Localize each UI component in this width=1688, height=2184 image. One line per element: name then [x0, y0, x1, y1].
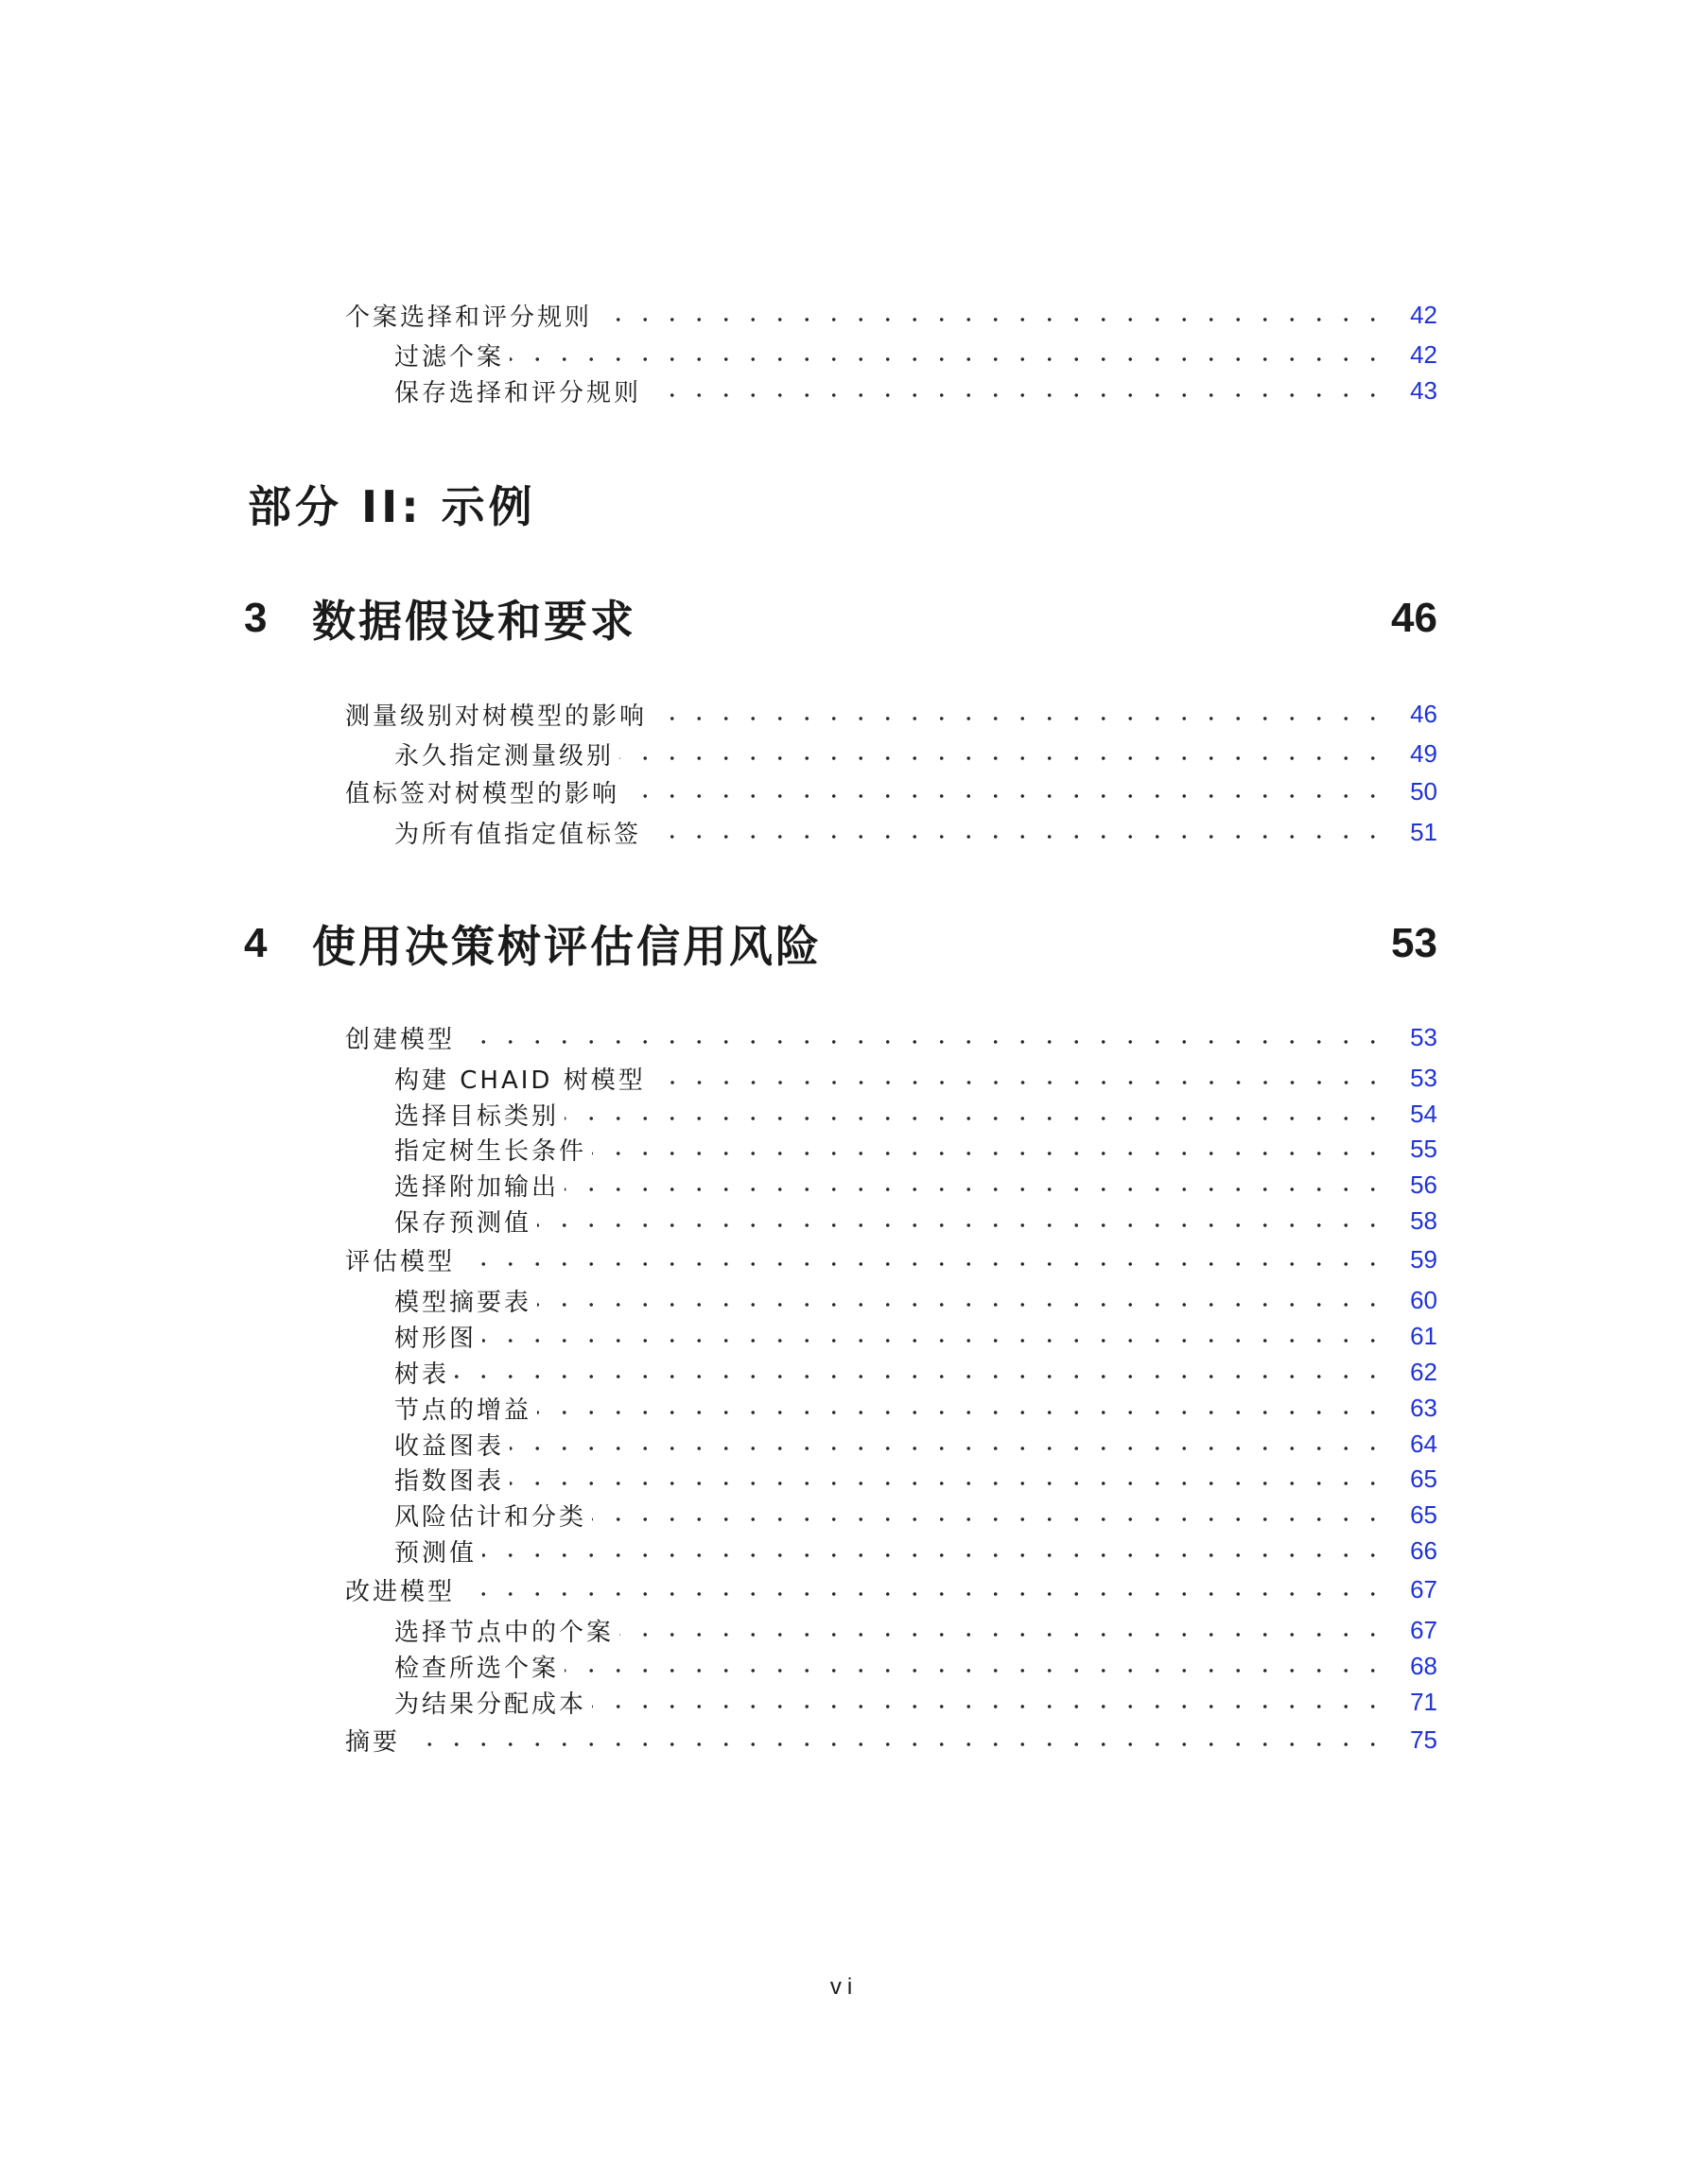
toc-entry-title: 摘要: [345, 1727, 401, 1757]
dot-leader: [510, 357, 1386, 361]
toc-entry-title: 指定树生长条件: [394, 1136, 587, 1166]
toc-entry[interactable]: [394, 1318, 1437, 1354]
toc-page-link[interactable]: 42: [1410, 339, 1437, 369]
dot-leader: [461, 1040, 1386, 1044]
dot-leader: [647, 835, 1386, 839]
toc-page-link[interactable]: 42: [1410, 300, 1437, 329]
part-heading: 部分 II: 示例: [248, 481, 536, 532]
toc-entry[interactable]: [394, 1060, 1437, 1096]
toc-entry[interactable]: [394, 337, 1437, 373]
dot-leader: [537, 1411, 1386, 1414]
toc-entry-title: 创建模型: [345, 1025, 456, 1054]
dot-leader: [647, 393, 1386, 397]
toc-entry-title: 过滤个案: [394, 342, 505, 372]
toc-entry-title: 值标签对树模型的影响: [345, 779, 620, 808]
chapter-page-number: 53: [1391, 920, 1437, 966]
toc-entry-title: 风险估计和分类: [394, 1502, 587, 1532]
toc-entry-title: 选择节点中的个案: [394, 1618, 615, 1647]
dot-leader: [461, 1592, 1386, 1596]
dot-leader: [482, 1339, 1386, 1343]
toc-entry-title: 节点的增益: [394, 1395, 532, 1425]
toc-entry[interactable]: [394, 1648, 1437, 1684]
toc-entry[interactable]: [394, 1684, 1437, 1720]
chapter-heading[interactable]: [244, 590, 1437, 647]
toc-entry[interactable]: [394, 1497, 1437, 1533]
toc-page-link[interactable]: 66: [1410, 1535, 1437, 1565]
dot-leader: [510, 1447, 1386, 1450]
chapter-title: 使用决策树评估信用风险: [312, 921, 822, 972]
toc-entry[interactable]: [394, 1354, 1437, 1390]
toc-entry-title: 评估模型: [345, 1247, 456, 1276]
chapter-number: 4: [244, 920, 268, 966]
toc-page-link[interactable]: 49: [1410, 738, 1437, 768]
chapter-title: 数据假设和要求: [312, 596, 636, 647]
toc-entry[interactable]: [394, 1203, 1437, 1239]
toc-page-link[interactable]: 64: [1410, 1429, 1437, 1458]
toc-entry[interactable]: [394, 1167, 1437, 1203]
toc-entry-title: 树形图: [394, 1324, 478, 1353]
dot-leader: [537, 1303, 1386, 1307]
toc-page-link[interactable]: 75: [1410, 1725, 1437, 1754]
dot-leader: [652, 1081, 1386, 1084]
toc-page-link[interactable]: 53: [1410, 1022, 1437, 1051]
toc-page-link[interactable]: 68: [1410, 1651, 1437, 1680]
toc-entry-title: 为所有值指定值标签: [394, 820, 642, 849]
chapter-heading[interactable]: [244, 915, 1437, 972]
toc-page-link[interactable]: 67: [1410, 1574, 1437, 1603]
chapter-number: 3: [244, 595, 268, 641]
toc-entry[interactable]: [345, 1571, 1437, 1607]
chapter-page-number: 46: [1391, 595, 1437, 641]
toc-page-link[interactable]: 54: [1410, 1099, 1437, 1128]
toc-entry[interactable]: [345, 696, 1437, 732]
toc-page-link[interactable]: 58: [1410, 1205, 1437, 1235]
toc-entry[interactable]: [394, 1390, 1437, 1426]
toc-entry[interactable]: [394, 1612, 1437, 1648]
toc-entry-title: 构建 CHAID 树模型: [394, 1066, 646, 1095]
toc-entry[interactable]: [394, 1461, 1437, 1497]
dot-leader: [537, 1223, 1386, 1227]
toc-page-link[interactable]: 43: [1410, 375, 1437, 405]
dot-leader: [619, 1633, 1386, 1637]
toc-entry-title: 收益图表: [394, 1431, 505, 1461]
toc-entry-title: 永久指定测量级别: [394, 741, 615, 771]
toc-entry[interactable]: [394, 1096, 1437, 1132]
toc-entry-title: 指数图表: [394, 1466, 505, 1496]
toc-entry[interactable]: [345, 773, 1437, 809]
toc-page-link[interactable]: 63: [1410, 1393, 1437, 1422]
page-number-footer: vi: [829, 1974, 859, 2000]
dot-leader: [592, 1517, 1386, 1521]
toc-entry[interactable]: [394, 373, 1437, 408]
toc-entry[interactable]: [394, 814, 1437, 850]
dot-leader: [565, 1117, 1386, 1120]
toc-entry-title: 检查所选个案: [394, 1654, 560, 1683]
toc-entry-title: 选择目标类别: [394, 1101, 560, 1131]
toc-page-link[interactable]: 67: [1410, 1615, 1437, 1644]
toc-page-link[interactable]: 50: [1410, 776, 1437, 806]
toc-entry-title: 模型摘要表: [394, 1288, 532, 1317]
toc-entry[interactable]: [394, 736, 1437, 771]
toc-entry[interactable]: [345, 1722, 1437, 1758]
toc-entry-title: 为结果分配成本: [394, 1690, 587, 1719]
toc-entry[interactable]: [394, 1426, 1437, 1462]
toc-entry-title: 保存预测值: [394, 1208, 532, 1238]
toc-entry[interactable]: [345, 1019, 1437, 1055]
dot-leader: [592, 1705, 1386, 1708]
dot-leader: [592, 1152, 1386, 1155]
toc-page-link[interactable]: 62: [1410, 1357, 1437, 1386]
dot-leader: [565, 1187, 1386, 1191]
toc-page-link[interactable]: 71: [1410, 1687, 1437, 1716]
toc-page-link[interactable]: 59: [1410, 1244, 1437, 1274]
toc-entry-title: 预测值: [394, 1538, 478, 1568]
toc-entry[interactable]: [394, 1533, 1437, 1569]
toc-entry[interactable]: [394, 1282, 1437, 1318]
toc-page-link[interactable]: 56: [1410, 1170, 1437, 1199]
toc-page-link[interactable]: 65: [1410, 1499, 1437, 1529]
dot-leader: [598, 318, 1386, 321]
dot-leader: [406, 1742, 1386, 1746]
dot-leader: [565, 1669, 1386, 1673]
dot-leader: [619, 756, 1386, 760]
toc-entry-title: 保存选择和评分规则: [394, 378, 642, 407]
toc-entry[interactable]: [394, 1131, 1437, 1167]
toc-entry-title: 树表: [394, 1360, 450, 1389]
toc-page-link[interactable]: 55: [1410, 1134, 1437, 1163]
toc-page-link[interactable]: 51: [1410, 817, 1437, 846]
toc-entry[interactable]: [345, 1241, 1437, 1277]
toc-entry-title: 选择附加输出: [394, 1172, 560, 1202]
dot-leader: [455, 1375, 1386, 1378]
toc-entry-title: 个案选择和评分规则: [345, 303, 593, 332]
toc-entry-title: 改进模型: [345, 1577, 456, 1606]
dot-leader: [653, 717, 1386, 720]
dot-leader: [482, 1553, 1386, 1557]
toc-entry-title: 测量级别对树模型的影响: [345, 702, 648, 731]
dot-leader: [461, 1262, 1386, 1266]
dot-leader: [510, 1482, 1386, 1485]
toc-page-link[interactable]: 53: [1410, 1063, 1437, 1092]
toc-page-link[interactable]: 60: [1410, 1285, 1437, 1314]
toc-page-link[interactable]: 46: [1410, 699, 1437, 728]
toc-page-link[interactable]: 61: [1410, 1321, 1437, 1350]
dot-leader: [625, 794, 1386, 798]
toc-page-link[interactable]: 65: [1410, 1464, 1437, 1493]
toc-entry[interactable]: [345, 297, 1437, 333]
